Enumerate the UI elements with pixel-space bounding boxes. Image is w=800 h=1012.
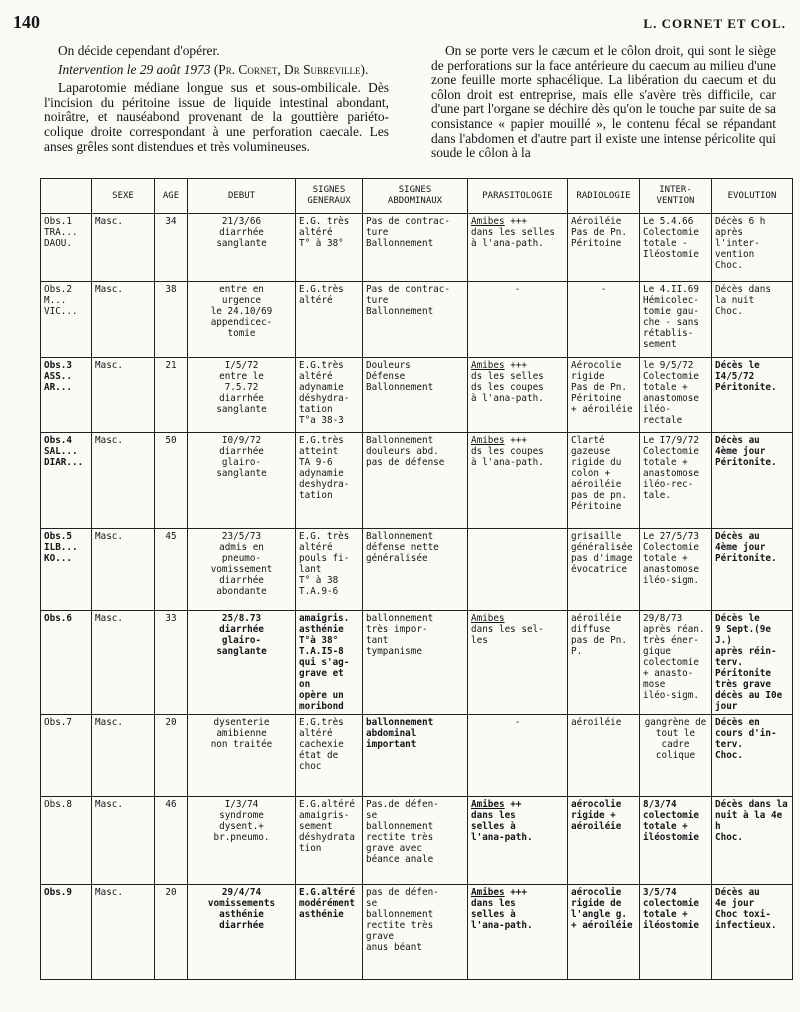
cell-radiologie: aéroiléie diffuse pas de Pn. P. <box>568 611 640 715</box>
table-header-row <box>41 179 793 214</box>
cell-radiologie: aérocolie rigide + aéroiléie <box>568 797 640 885</box>
cell-sexe: Masc. <box>92 433 155 529</box>
cell-debut: I0/9/72 diarrhée glairo- sanglante <box>188 433 296 529</box>
cell-evolution: Décès dans la nuit à la 4e h Choc. <box>712 797 793 885</box>
cell-radiologie: aérocolie rigide de l'angle g. + aéroiléie <box>568 885 640 980</box>
cell-signes-generaux: E.G.très atteint TA 9-6 adynamie deshydra- tation <box>296 433 363 529</box>
cell-debut: 25/8.73 diarrhée glairo- sanglante <box>188 611 296 715</box>
cell-intervention: Le I7/9/72 Colectomie totale + anastomose iléo-rec- tale. <box>640 433 712 529</box>
cell-sexe: Masc. <box>92 715 155 797</box>
cell-signes-abdominaux: Ballonnement défense nette généralisée <box>363 529 468 611</box>
left-text-column <box>44 44 389 154</box>
table-row <box>41 529 793 611</box>
paragraph-laparotomy: Laparotomie médiane longue sus et sous-ombilicale. Dès l'incision du péritoine issue de liquide intestinal abondant, noirâtre, et nauséabond provenant de la gouttière pariéto-colique droite correspondant à une perforation caecale. Les anses grêles sont distendues et très volumineuses. <box>44 80 389 154</box>
cell-intervention: 8/3/74 colectomie totale + iléostomie <box>640 797 712 885</box>
cell-sexe: Masc. <box>92 797 155 885</box>
cell-parasitologie <box>468 885 568 980</box>
parasite-details: - <box>514 284 521 295</box>
table-row <box>41 214 793 282</box>
intervention-authors: (Pr. Cornet, Dr Subreville). <box>210 61 369 77</box>
header-parasitologie: PARASITOLOGIE <box>468 179 568 214</box>
cell-age: 20 <box>155 715 188 797</box>
cell-obs: Obs.9 <box>41 885 92 980</box>
cell-evolution: Décès dans la nuit Choc. <box>712 282 793 358</box>
header-signes-abdominaux: SIGNES ABDOMINAUX <box>363 179 468 214</box>
header-evolution: EVOLUTION <box>712 179 793 214</box>
cell-debut: dysenterie amibienne non traitée <box>188 715 296 797</box>
cell-age: 20 <box>155 885 188 980</box>
cell-intervention: gangrène de tout le cadre colique <box>640 715 712 797</box>
cell-obs: Obs.4 SAL... DIAR... <box>41 433 92 529</box>
cell-age: 50 <box>155 433 188 529</box>
header-age: AGE <box>155 179 188 214</box>
paragraph-intervention <box>44 63 389 78</box>
cell-parasitologie <box>468 282 568 358</box>
parasite-details: +++ dans les selles à l'ana-path. <box>471 216 555 249</box>
table-row <box>41 433 793 529</box>
cell-evolution: Décès le I4/5/72 Péritonite. <box>712 358 793 433</box>
cell-age: 45 <box>155 529 188 611</box>
cell-intervention: Le 5.4.66 Colectomie totale - Iléostomie <box>640 214 712 282</box>
header-radiologie: RADIOLOGIE <box>568 179 640 214</box>
parasite-label: Amibes <box>471 613 505 624</box>
paragraph-decision: On décide cependant d'opérer. <box>58 43 220 58</box>
header-obs <box>41 179 92 214</box>
cell-signes-generaux: amaigris. asthénie T°à 38° T.A.I5-8 qui s'ag- grave et on opère un moribond <box>296 611 363 715</box>
right-text-column <box>431 44 776 161</box>
cell-signes-abdominaux: ballonnement abdominal important <box>363 715 468 797</box>
parasite-label: Amibes <box>471 799 505 810</box>
cell-intervention: Le 4.II.69 Hémicolec- tomie gau- che - sans rétablis- sement <box>640 282 712 358</box>
parasite-details: +++ ds les coupes à l'ana-path. <box>471 435 544 468</box>
table-row <box>41 358 793 433</box>
table-row <box>41 797 793 885</box>
table-row <box>41 282 793 358</box>
header-signes-generaux: SIGNES GENERAUX <box>296 179 363 214</box>
cell-radiologie: - <box>568 282 640 358</box>
cell-age: 34 <box>155 214 188 282</box>
cell-parasitologie <box>468 715 568 797</box>
cell-obs: Obs.7 <box>41 715 92 797</box>
page-number: 140 <box>13 12 40 32</box>
cell-signes-generaux: E.G.altéré modérément asthénie <box>296 885 363 980</box>
parasite-label: Amibes <box>471 435 505 446</box>
cell-radiologie: Aérocolie rigide Pas de Pn. Péritoine + aéroiléie <box>568 358 640 433</box>
cell-intervention: Le 27/5/73 Colectomie totale + anastomose iléo-sigm. <box>640 529 712 611</box>
cell-debut: 23/5/73 admis en pneumo- vomissement diarrhée abondante <box>188 529 296 611</box>
cell-intervention: le 9/5/72 Colectomie totale + anastomose iléo-rectale <box>640 358 712 433</box>
cell-sexe: Masc. <box>92 611 155 715</box>
cell-evolution: Décès 6 h après l'inter- vention Choc. <box>712 214 793 282</box>
cell-intervention: 3/5/74 colectomie totale + iléostomie <box>640 885 712 980</box>
cell-signes-generaux: E.G. très altéré pouls fi- lant T° à 38 T.A.9-6 <box>296 529 363 611</box>
cell-sexe: Masc. <box>92 358 155 433</box>
parasite-details: +++ dans les selles à l'ana-path. <box>471 887 533 931</box>
parasite-label: Amibes <box>471 360 505 371</box>
cell-evolution: Décès au 4e jour Choc toxi- infectieux. <box>712 885 793 980</box>
cell-radiologie: aéroiléie <box>568 715 640 797</box>
intervention-date: Intervention le 29 août 1973 <box>58 61 211 77</box>
cell-sexe: Masc. <box>92 529 155 611</box>
cell-debut: I/3/74 syndrome dysent.+ br.pneumo. <box>188 797 296 885</box>
cell-radiologie: Aéroiléie Pas de Pn. Péritoine <box>568 214 640 282</box>
running-head: L. CORNET ET COL. <box>643 16 786 31</box>
parasite-details: +++ ds les selles ds les coupes à l'ana-path. <box>471 360 544 404</box>
header-sexe: SEXE <box>92 179 155 214</box>
header-debut: DEBUT <box>188 179 296 214</box>
cell-evolution: Décès le 9 Sept.(9e J.) après réin- terv. Péritonite très grave décès au I0e jour <box>712 611 793 715</box>
cell-signes-abdominaux: Ballonnement douleurs abd. pas de défense <box>363 433 468 529</box>
parasite-details: - <box>514 717 521 728</box>
cell-signes-generaux: E.G. très altéré T° à 38° <box>296 214 363 282</box>
table-row <box>41 715 793 797</box>
cell-intervention: 29/8/73 après réan. très éner- gique colectomie + anasto- mose iléo-sigm. <box>640 611 712 715</box>
cell-debut: 21/3/66 diarrhée sanglante <box>188 214 296 282</box>
cell-parasitologie <box>468 529 568 611</box>
cell-parasitologie <box>468 797 568 885</box>
cell-debut: I/5/72 entre le 7.5.72 diarrhée sanglante <box>188 358 296 433</box>
cell-signes-abdominaux: pas de défen- se ballonnement rectite très grave anus béant <box>363 885 468 980</box>
cell-parasitologie <box>468 214 568 282</box>
parasite-label: Amibes <box>471 887 505 898</box>
cell-signes-abdominaux: Pas de contrac- ture Ballonnement <box>363 214 468 282</box>
cell-signes-generaux: E.G.altéré amaigris- sement déshydrata tion <box>296 797 363 885</box>
cell-signes-abdominaux: Pas de contrac- ture Ballonnement <box>363 282 468 358</box>
cell-signes-generaux: E.G.très altéré cachexie état de choc <box>296 715 363 797</box>
cell-obs: Obs.5 ILB... KO... <box>41 529 92 611</box>
cell-evolution: Décès en cours d'in- terv. Choc. <box>712 715 793 797</box>
cell-evolution: Décès au 4ème jour Péritonite. <box>712 529 793 611</box>
cell-obs: Obs.8 <box>41 797 92 885</box>
cell-parasitologie <box>468 358 568 433</box>
table-row <box>41 885 793 980</box>
cell-parasitologie <box>468 611 568 715</box>
parasite-details: ++ dans les selles à l'ana-path. <box>471 799 533 843</box>
cell-debut: 29/4/74 vomissements asthénie diarrhée <box>188 885 296 980</box>
cell-obs: Obs.3 ASS.. AR... <box>41 358 92 433</box>
cell-signes-abdominaux: Douleurs Défense Ballonnement <box>363 358 468 433</box>
cell-age: 33 <box>155 611 188 715</box>
cell-obs: Obs.6 <box>41 611 92 715</box>
cell-signes-generaux: E.G.très altéré adynamie déshydra- tation T°a 38-3 <box>296 358 363 433</box>
cell-sexe: Masc. <box>92 282 155 358</box>
cell-parasitologie <box>468 433 568 529</box>
parasite-label: Amibes <box>471 216 505 227</box>
cell-obs: Obs.2 M... VIC... <box>41 282 92 358</box>
cell-signes-abdominaux: ballonnement très impor- tant tympanisme <box>363 611 468 715</box>
table-row <box>41 611 793 715</box>
header-intervention: INTER- VENTION <box>640 179 712 214</box>
cell-sexe: Masc. <box>92 885 155 980</box>
cell-evolution: Décès au 4ème jour Péritonite. <box>712 433 793 529</box>
cell-sexe: Masc. <box>92 214 155 282</box>
cell-age: 46 <box>155 797 188 885</box>
cell-radiologie: Clarté gazeuse rigide du colon + aéroiléie pas de pn. Péritoine <box>568 433 640 529</box>
paragraph-caecum: On se porte vers le cæcum et le côlon droit, qui sont le siège de perforations sur la face antérieure du caecum au milieu d'une zone feuille morte sphacélique. La libération du caecum et du côlon droit est entreprise, mais elle s'avère très difficile, car d'une part l'organe se déchire dès qu'on le touche par suite de sa consistance « papier mouillé », le contenu fécal se répandant dans l'abdomen et d'autre part il existe une intense péricolite qui soude le côlon à la <box>431 43 776 161</box>
parasite-details: dans les sel- les <box>471 624 544 646</box>
cell-obs: Obs.1 TRA... DAOU. <box>41 214 92 282</box>
observations-table <box>40 178 793 980</box>
cell-signes-generaux: E.G.très altéré <box>296 282 363 358</box>
cell-age: 38 <box>155 282 188 358</box>
cell-signes-abdominaux: Pas.de défen- se ballonnement rectite très grave avec béance anale <box>363 797 468 885</box>
cell-age: 21 <box>155 358 188 433</box>
cell-radiologie: grisaille généralisée pas d'image évocatrice <box>568 529 640 611</box>
cell-debut: entre en urgence le 24.10/69 appendicec- tomie <box>188 282 296 358</box>
